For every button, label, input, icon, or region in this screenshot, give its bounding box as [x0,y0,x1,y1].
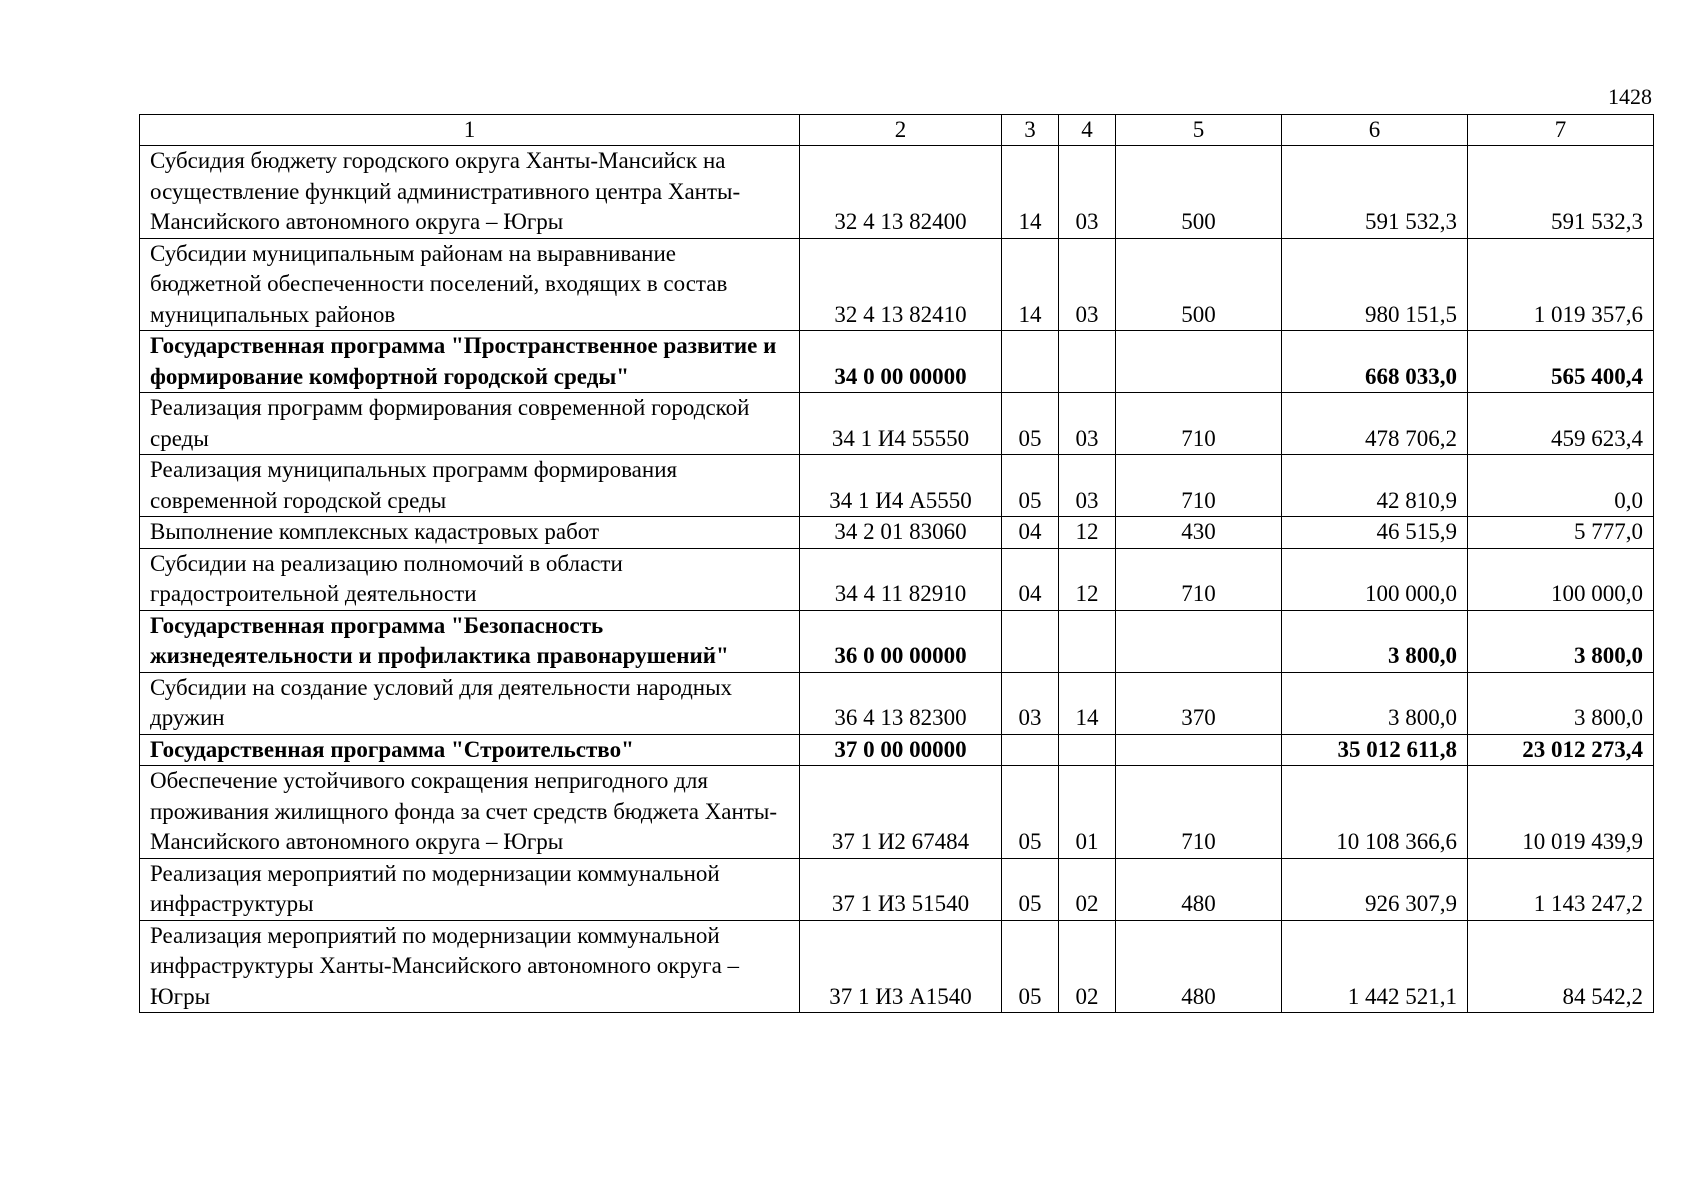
item-name: Государственная программа "Безопасность жизнедеятельности и профилактика правонарушений" [140,610,800,672]
item-name: Субсидии на создание условий для деятельности народных дружин [140,672,800,734]
table-row [140,238,1654,331]
target-code: 34 4 11 82910 [800,548,1002,610]
amount-col-6: 42 810,9 [1282,455,1468,517]
table-row [140,331,1654,393]
subsection-code: 12 [1059,548,1116,610]
section-code [1002,734,1059,766]
amount-col-7: 1 019 357,6 [1468,238,1654,331]
target-code: 32 4 13 82400 [800,146,1002,239]
amount-col-7: 84 542,2 [1468,920,1654,1013]
subsection-code: 02 [1059,858,1116,920]
amount-col-7: 565 400,4 [1468,331,1654,393]
amount-col-6: 46 515,9 [1282,517,1468,549]
amount-col-7: 10 019 439,9 [1468,766,1654,859]
amount-col-7: 1 143 247,2 [1468,858,1654,920]
expense-type-code [1116,331,1282,393]
table-row [140,146,1654,239]
item-name: Государственная программа "Строительство" [140,734,800,766]
expense-type-code: 710 [1116,455,1282,517]
amount-col-6: 980 151,5 [1282,238,1468,331]
section-code [1002,610,1059,672]
subsection-code: 03 [1059,455,1116,517]
target-code: 32 4 13 82410 [800,238,1002,331]
header-col-1: 1 [140,115,800,146]
expense-type-code: 500 [1116,146,1282,239]
section-code: 04 [1002,517,1059,549]
target-code: 37 0 00 00000 [800,734,1002,766]
expense-type-code [1116,610,1282,672]
table-row [140,734,1654,766]
item-name: Реализация мероприятий по модернизации коммунальной инфраструктуры Ханты-Мансийского автономного округа – Югры [140,920,800,1013]
section-code: 05 [1002,766,1059,859]
expense-type-code: 500 [1116,238,1282,331]
item-name: Субсидии муниципальным районам на выравнивание бюджетной обеспеченности поселений, входящих в состав муниципальных районов [140,238,800,331]
amount-col-6: 668 033,0 [1282,331,1468,393]
amount-col-6: 591 532,3 [1282,146,1468,239]
expense-type-code: 480 [1116,858,1282,920]
expense-type-code [1116,734,1282,766]
target-code: 34 1 И4 55550 [800,393,1002,455]
table-row [140,455,1654,517]
table-row [140,517,1654,549]
amount-col-7: 0,0 [1468,455,1654,517]
header-row [140,115,1654,146]
target-code: 36 0 00 00000 [800,610,1002,672]
expense-type-code: 710 [1116,393,1282,455]
target-code: 36 4 13 82300 [800,672,1002,734]
amount-col-7: 3 800,0 [1468,610,1654,672]
table-row [140,766,1654,859]
amount-col-6: 10 108 366,6 [1282,766,1468,859]
amount-col-6: 100 000,0 [1282,548,1468,610]
header-col-3: 3 [1002,115,1059,146]
expense-type-code: 480 [1116,920,1282,1013]
header-col-4: 4 [1059,115,1116,146]
amount-col-6: 3 800,0 [1282,672,1468,734]
page-number: 1428 [1608,84,1652,109]
amount-col-6: 926 307,9 [1282,858,1468,920]
table-row [140,672,1654,734]
subsection-code [1059,734,1116,766]
budget-table [139,114,1654,1013]
amount-col-7: 3 800,0 [1468,672,1654,734]
header-col-2: 2 [800,115,1002,146]
subsection-code: 03 [1059,238,1116,331]
section-code: 14 [1002,146,1059,239]
target-code: 37 1 И3 51540 [800,858,1002,920]
amount-col-6: 1 442 521,1 [1282,920,1468,1013]
amount-col-7: 23 012 273,4 [1468,734,1654,766]
item-name: Государственная программа "Пространственное развитие и формирование комфортной городской среды" [140,331,800,393]
subsection-code: 03 [1059,393,1116,455]
subsection-code: 12 [1059,517,1116,549]
target-code: 37 1 И3 А1540 [800,920,1002,1013]
section-code: 14 [1002,238,1059,331]
section-code: 03 [1002,672,1059,734]
section-code: 05 [1002,920,1059,1013]
header-col-5: 5 [1116,115,1282,146]
target-code: 34 0 00 00000 [800,331,1002,393]
amount-col-6: 35 012 611,8 [1282,734,1468,766]
target-code: 37 1 И2 67484 [800,766,1002,859]
amount-col-7: 591 532,3 [1468,146,1654,239]
item-name: Субсидии на реализацию полномочий в области градостроительной деятельности [140,548,800,610]
table-body [140,146,1654,1013]
section-code: 04 [1002,548,1059,610]
subsection-code: 14 [1059,672,1116,734]
amount-col-7: 459 623,4 [1468,393,1654,455]
table-row [140,920,1654,1013]
item-name: Реализация мероприятий по модернизации коммунальной инфраструктуры [140,858,800,920]
amount-col-6: 3 800,0 [1282,610,1468,672]
table-row [140,393,1654,455]
subsection-code [1059,331,1116,393]
amount-col-7: 100 000,0 [1468,548,1654,610]
amount-col-7: 5 777,0 [1468,517,1654,549]
amount-col-6: 478 706,2 [1282,393,1468,455]
target-code: 34 2 01 83060 [800,517,1002,549]
item-name: Субсидия бюджету городского округа Ханты-Мансийск на осуществление функций административного центра Ханты-Мансийского автономного округа – Югры [140,146,800,239]
expense-type-code: 430 [1116,517,1282,549]
table-row [140,610,1654,672]
subsection-code: 01 [1059,766,1116,859]
section-code [1002,331,1059,393]
expense-type-code: 370 [1116,672,1282,734]
table-row [140,858,1654,920]
section-code: 05 [1002,393,1059,455]
header-col-6: 6 [1282,115,1468,146]
subsection-code: 03 [1059,146,1116,239]
item-name: Обеспечение устойчивого сокращения непригодного для проживания жилищного фонда за счет средств бюджета Ханты-Мансийского автономного округа – Югры [140,766,800,859]
subsection-code [1059,610,1116,672]
table-row [140,548,1654,610]
section-code: 05 [1002,455,1059,517]
subsection-code: 02 [1059,920,1116,1013]
section-code: 05 [1002,858,1059,920]
target-code: 34 1 И4 А5550 [800,455,1002,517]
item-name: Реализация муниципальных программ формирования современной городской среды [140,455,800,517]
header-col-7: 7 [1468,115,1654,146]
expense-type-code: 710 [1116,548,1282,610]
item-name: Реализация программ формирования современной городской среды [140,393,800,455]
item-name: Выполнение комплексных кадастровых работ [140,517,800,549]
expense-type-code: 710 [1116,766,1282,859]
